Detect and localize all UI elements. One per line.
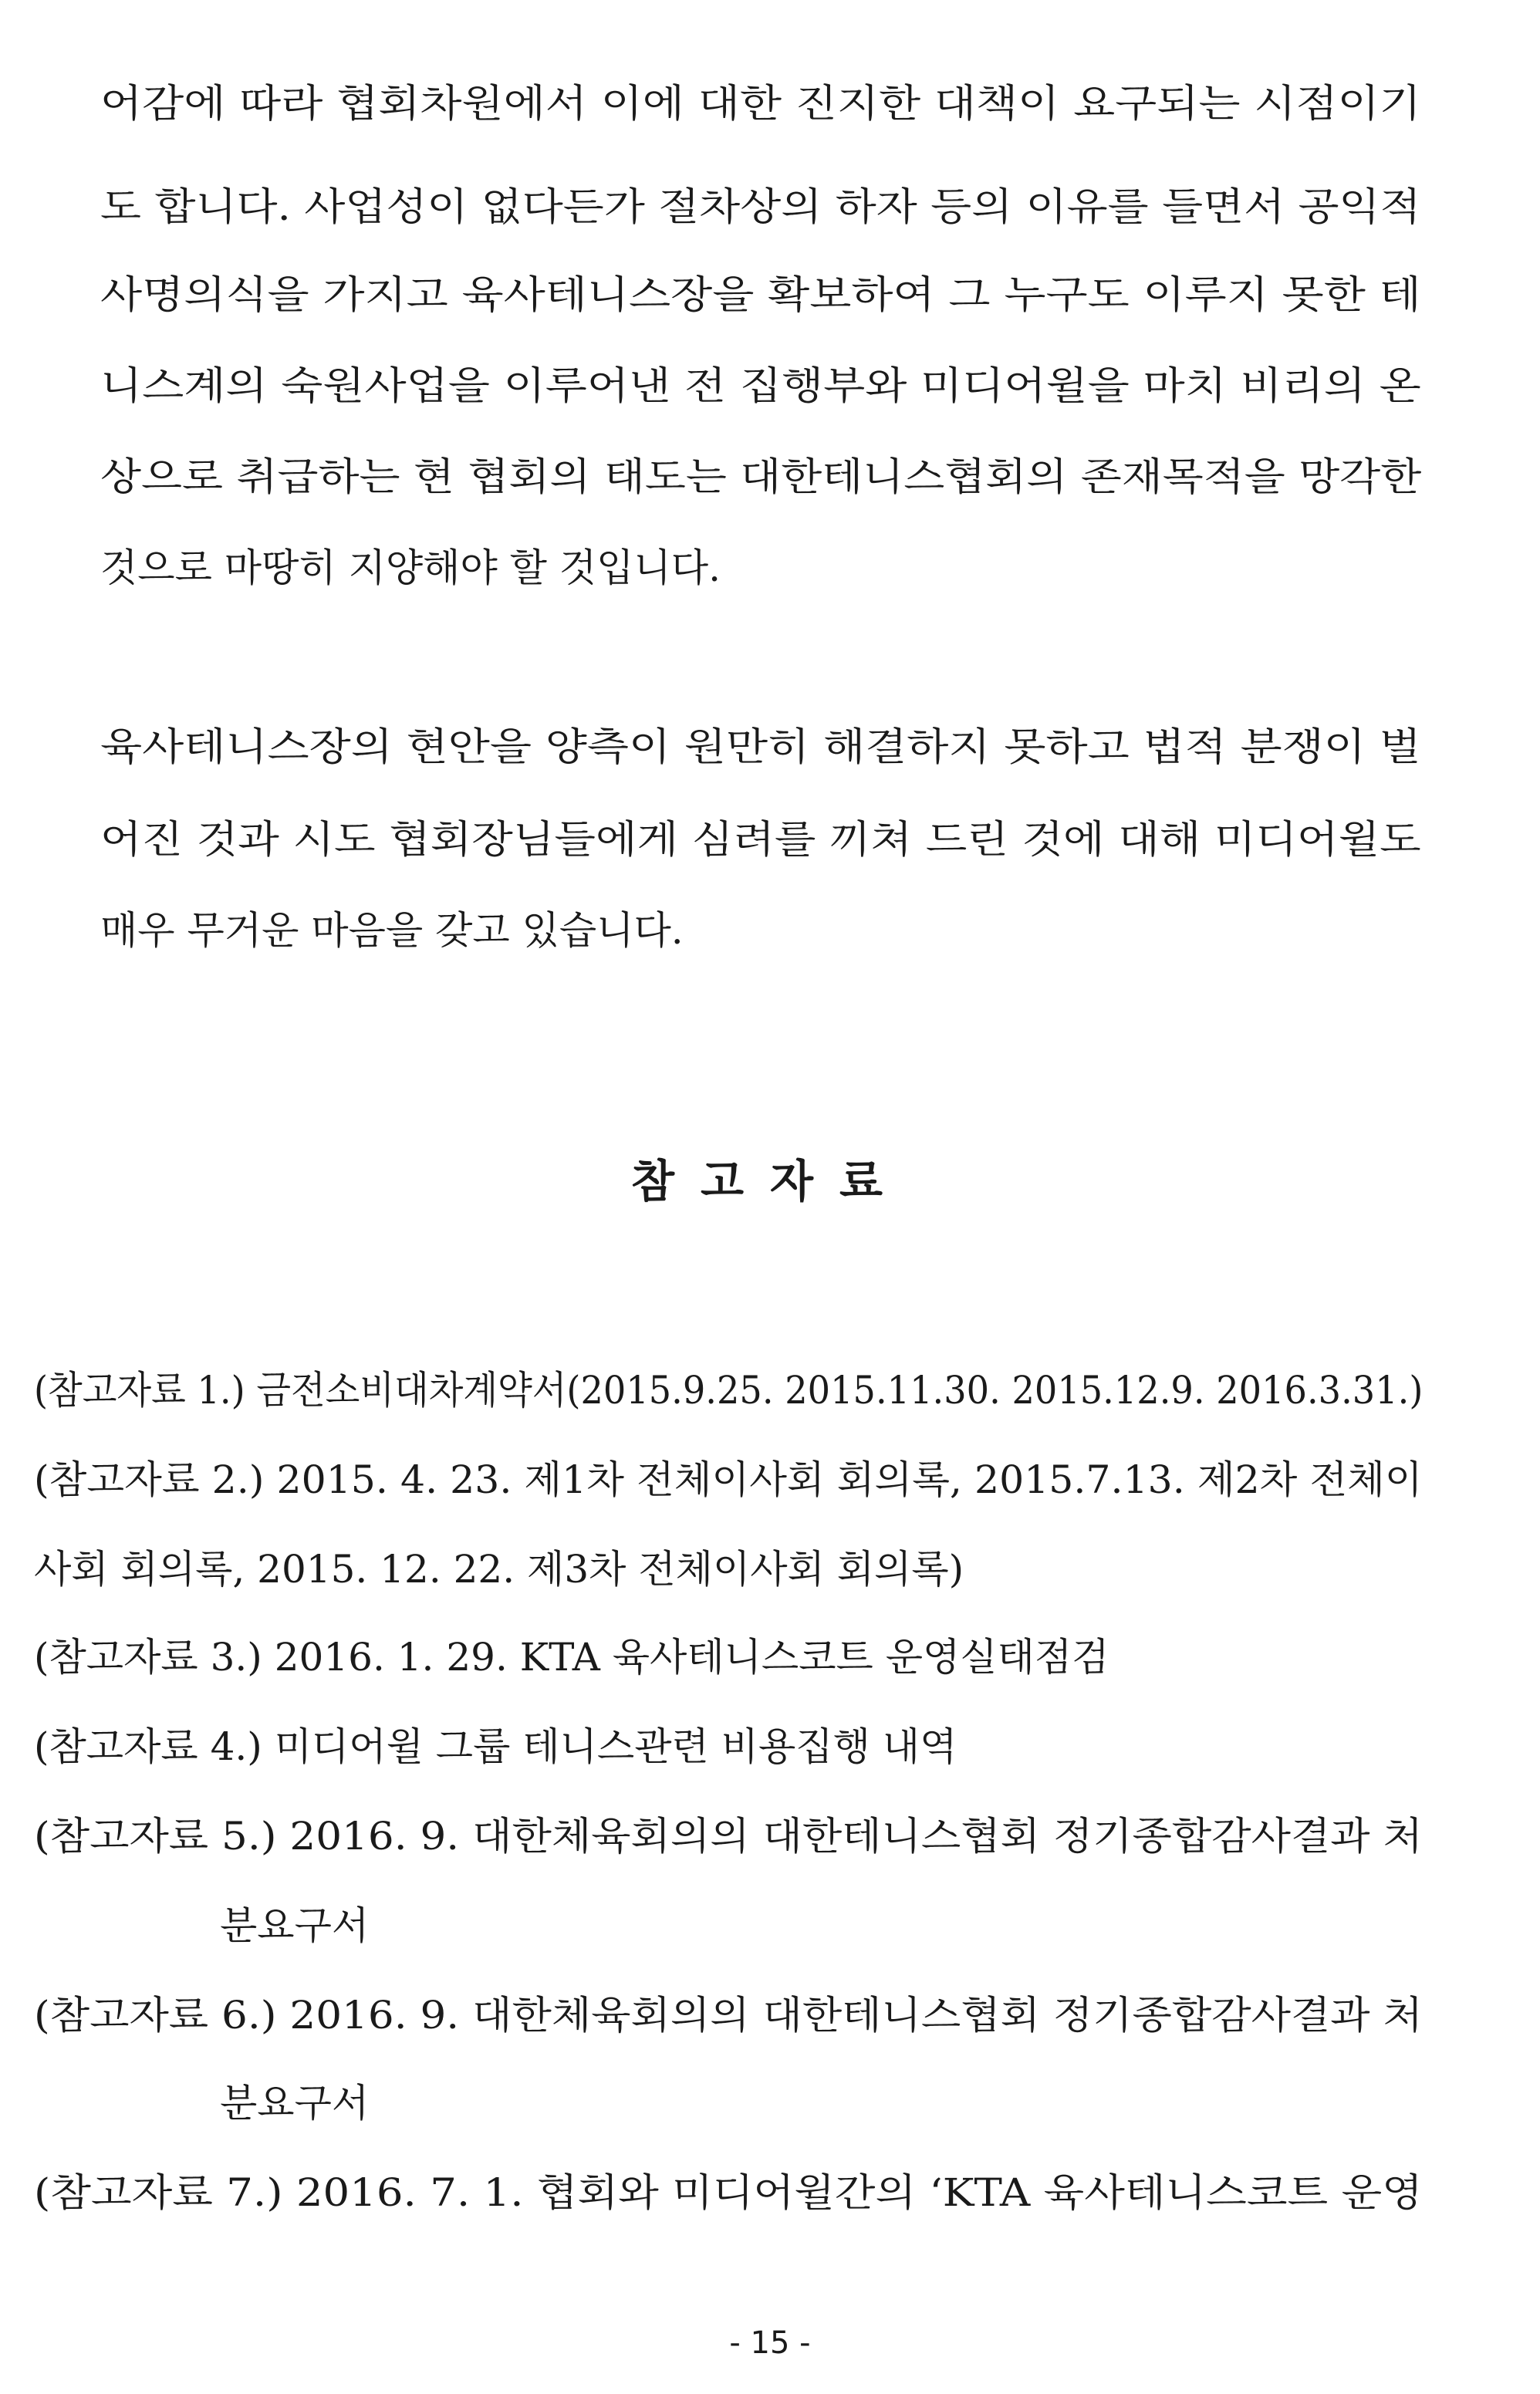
reference-line-6: (참고자료 5.) 2016. 9. 대한체육회의의 대한테니스협회 정기종합감사결과 처 (34, 1814, 1423, 1859)
paragraph1-line-2: 도 합니다. 사업성이 없다든가 절차상의 하자 등의 이유를 들면서 공익적 (100, 184, 1421, 229)
paragraph1-line-5: 상으로 취급하는 현 협회의 태도는 대한테니스협회의 존재목적을 망각한 (100, 454, 1422, 499)
paragraph1-line-1: 어감에 따라 협회차원에서 이에 대한 진지한 대책이 요구되는 시점이기 (100, 81, 1421, 126)
paragraph2-line-2: 어진 것과 시도 협회장님들에게 심려를 끼쳐 드린 것에 대해 미디어윌도 (100, 817, 1421, 862)
paragraph2-line-3: 매우 무거운 마음을 갖고 있습니다. (100, 908, 684, 953)
reference-line-4: (참고자료 3.) 2016. 1. 29. KTA 육사테니스코트 운영실태점검 (34, 1635, 1109, 1680)
reference-line-3: 사회 회의록, 2015. 12. 22. 제3차 전체이사회 회의록) (34, 1547, 964, 1592)
paragraph1-line-4: 니스계의 숙원사업을 이루어낸 전 집행부와 미디어윌을 마치 비리의 온 (100, 363, 1421, 408)
paragraph2-line-1: 육사테니스장의 현안을 양측이 원만히 해결하지 못하고 법적 분쟁이 벌 (100, 724, 1421, 769)
paragraph1-line-6: 것으로 마땅히 지양해야 할 것입니다. (100, 545, 721, 590)
reference-line-5: (참고자료 4.) 미디어윌 그룹 테니스관련 비용집행 내역 (34, 1724, 957, 1769)
reference-line-7: (참고자료 6.) 2016. 9. 대한체육회의의 대한테니스협회 정기종합감사결과 처 (34, 1993, 1423, 2038)
page-number: - 15 - (729, 2325, 811, 2361)
references-title: 참고자료 (630, 1155, 910, 1207)
reference-line-1: (참고자료 1.) 금전소비대차계약서(2015.9.25. 2015.11.30. 2015.12.9. 2016.3.31.) (34, 1368, 1423, 1413)
reference-line-2: (참고자료 2.) 2015. 4. 23. 제1차 전체이사회 회의록, 2015.7.13. 제2차 전체이 (34, 1457, 1423, 1502)
paragraph1-line-3: 사명의식을 가지고 육사테니스장을 확보하여 그 누구도 이루지 못한 테 (100, 272, 1421, 317)
reference-line-6-cont: 분요구서 (220, 1903, 370, 1948)
reference-line-8: (참고자료 7.) 2016. 7. 1. 협회와 미디어윌간의 ‘KTA 육사테니스코트 운영 (34, 2170, 1423, 2215)
reference-line-7-cont: 분요구서 (220, 2081, 370, 2126)
